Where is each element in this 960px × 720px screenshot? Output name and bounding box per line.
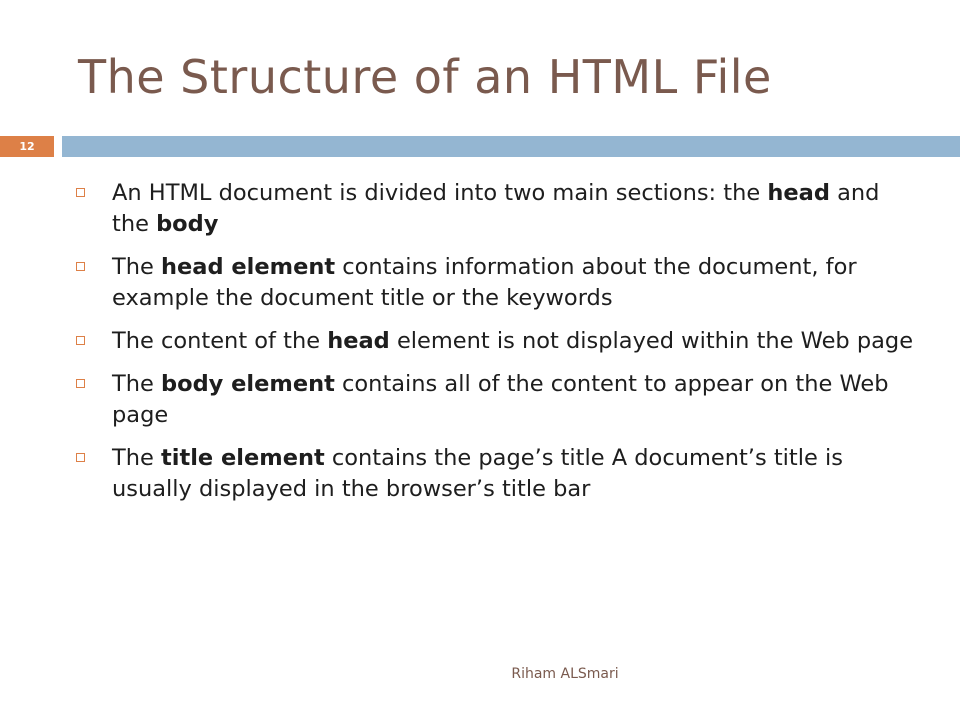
square-bullet-icon (76, 262, 85, 271)
bullet-item (76, 443, 916, 505)
bullet-item (76, 252, 916, 314)
bullet-text-run: The (112, 445, 161, 471)
bullet-text (112, 178, 916, 240)
bullet-text-run: The (112, 371, 161, 397)
slide-title: The Structure of an HTML File (78, 50, 772, 104)
square-bullet-icon (76, 379, 85, 388)
bullet-text-run: contains information about the document, for example the document title or the keywords (112, 254, 857, 311)
bullet-bold-term: head (767, 180, 830, 206)
bullet-item (76, 369, 916, 431)
bullet-bold-term: body (156, 211, 219, 237)
slide-number: 12 (0, 136, 54, 157)
bullet-text-run: The content of the (112, 328, 328, 354)
bullet-text-run: contains the page’s title A document’s title is usually displayed in the browser’s title bar (112, 445, 843, 502)
bullet-text-run: contains all of the content to appear on the Web page (112, 371, 889, 428)
bullet-text-run: An HTML document is divided into two main sections: the (112, 180, 768, 206)
bullet-item (76, 178, 916, 240)
bullet-bold-term: head element (161, 254, 336, 280)
bullet-item (76, 326, 916, 357)
bullet-text (112, 252, 916, 314)
slide-footer: Riham ALSmari (511, 666, 619, 682)
bullet-text-run: and the (112, 180, 880, 237)
bullet-bold-term: body element (161, 371, 335, 397)
square-bullet-icon (76, 336, 85, 345)
bullet-text (112, 369, 916, 431)
bullet-text-run: element is not displayed within the Web page (389, 328, 914, 354)
bullet-bold-term: title element (161, 445, 325, 471)
bullet-list (76, 178, 916, 517)
bullet-text-run: The (112, 254, 161, 280)
square-bullet-icon (76, 453, 85, 462)
bullet-bold-term: head (327, 328, 390, 354)
square-bullet-icon (76, 188, 85, 197)
bullet-text (112, 443, 916, 505)
header-bar (62, 136, 960, 157)
bullet-text (112, 326, 916, 357)
